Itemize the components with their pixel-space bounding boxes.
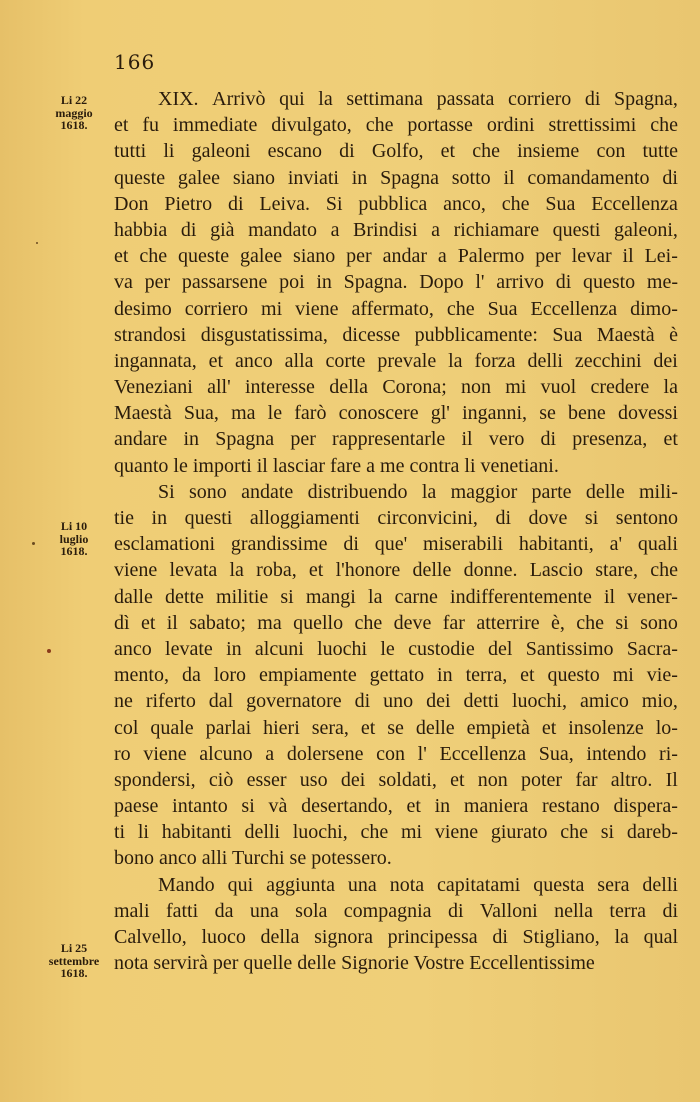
text-line: viene levata la roba, et l'honore delle donne. Lascio stare, che	[114, 559, 678, 582]
text-line: Veneziani all' interesse della Corona; non mi vuol credere la	[114, 376, 678, 399]
text-line: tie in questi alloggiamenti circonvicini, di dove si sentono	[114, 507, 678, 529]
margin-note-line: 1618.	[60, 544, 88, 558]
text-line: anco levate in alcuni luochi le custodie del Santissimo Sacra-	[114, 637, 678, 660]
text-line: tutti li galeoni escano di Golfo, et che insieme con tutte	[114, 140, 678, 163]
text-line: Calvello, luoco della signora principessa di Stigliano, la qual	[114, 926, 678, 948]
margin-note-line: 1618.	[60, 118, 88, 132]
margin-note-date-1	[44, 94, 104, 132]
text-line: va per passarsene poi in Spagna. Dopo l' arrivo di questo me-	[114, 271, 678, 294]
margin-note-date-2	[44, 520, 104, 558]
paper-speck	[32, 542, 35, 545]
text-line: dì et il sabato; ma quello che deve far atterrire è, che si sono	[114, 611, 678, 634]
margin-note-line: Li 10	[60, 519, 88, 533]
text-line: ti li habitanti delli luochi, che mi viene giurato che si dareb-	[114, 821, 678, 844]
page-number: 166	[114, 50, 156, 74]
text-line: quanto le importi il lasciar fare a me contra li venetiani.	[114, 454, 559, 477]
margin-note-line: 1618.	[60, 966, 88, 980]
margin-note-date-3	[44, 942, 104, 980]
paper-speck	[36, 242, 38, 244]
text-line: paese intanto si và desertando, et in maniera restano dispera-	[114, 795, 678, 818]
margin-note-line: Li 22	[60, 93, 88, 107]
text-line: Si sono andate distribuendo la maggior parte delle mili-	[158, 480, 678, 503]
text-line: ne riferto dal governatore di uno dei detti luochi, amico mio,	[114, 690, 678, 713]
text-line: ingannata, et anco alla corte prevale la forza delli zecchini dei	[114, 349, 678, 372]
text-line: col quale parlai hieri sera, et se delle empietà et insolenze lo-	[114, 716, 678, 739]
margin-note-line: maggio	[55, 105, 93, 120]
text-line: desimo corriero mi viene affermato, che Sua Eccellenza dimo-	[114, 297, 678, 320]
margin-note-line: luglio	[59, 531, 89, 546]
text-line: strandosi disgustatissima, dicesse pubblicamente: Sua Maestà è	[114, 323, 678, 346]
text-line: spondersi, ciò esser uso dei soldati, et non poter far altro. Il	[114, 768, 678, 791]
text-line: et che queste galee siano per andar a Palermo per levar il Lei-	[114, 245, 678, 268]
text-line: Mando qui aggiunta una nota capitatami questa sera delli	[158, 873, 678, 896]
text-line: nota servirà per quelle delle Signorie Vostre Eccellentissime	[114, 952, 595, 975]
text-line: et fu immediate divulgato, che portasse ordini strettissimi che	[114, 114, 678, 137]
text-line: ro viene alcuno a dolersene con l' Eccellenza Sua, intendo ri-	[114, 742, 678, 765]
text-line: queste galee siano inviati in Spagna sotto il comandamento di	[114, 166, 678, 189]
text-line: dalle dette militie si mangi la carne indifferentemente il vener-	[114, 585, 678, 608]
margin-note-line: settembre	[48, 953, 100, 968]
text-line: bono anco alli Turchi se potessero.	[114, 847, 392, 870]
text-line: Don Pietro di Leiva. Si pubblica anco, che Sua Eccellenza	[114, 192, 678, 215]
text-line: habbia di già mandato a Brindisi a richiamare questi galeoni,	[114, 218, 678, 241]
text-line: XIX. Arrivò qui la settimana passata corriero di Spagna,	[158, 88, 678, 110]
margin-note-line: Li 25	[60, 941, 88, 955]
text-line: Maestà Sua, ma le farò conoscere gl' inganni, se bene dovessi	[114, 402, 678, 425]
text-line: andare in Spagna per rappresentarle il vero di presenza, et	[114, 428, 678, 451]
text-line: mento, da loro empiamente gettato in terra, et questo mi vie-	[114, 664, 678, 687]
text-line: mali fatti da una sola compagnia di Valloni nella terra di	[114, 899, 678, 922]
paper-speck	[47, 649, 51, 653]
body-text	[114, 86, 678, 976]
text-line: esclamationi grandissime di que' miserabili habitanti, a' quali	[114, 533, 678, 556]
